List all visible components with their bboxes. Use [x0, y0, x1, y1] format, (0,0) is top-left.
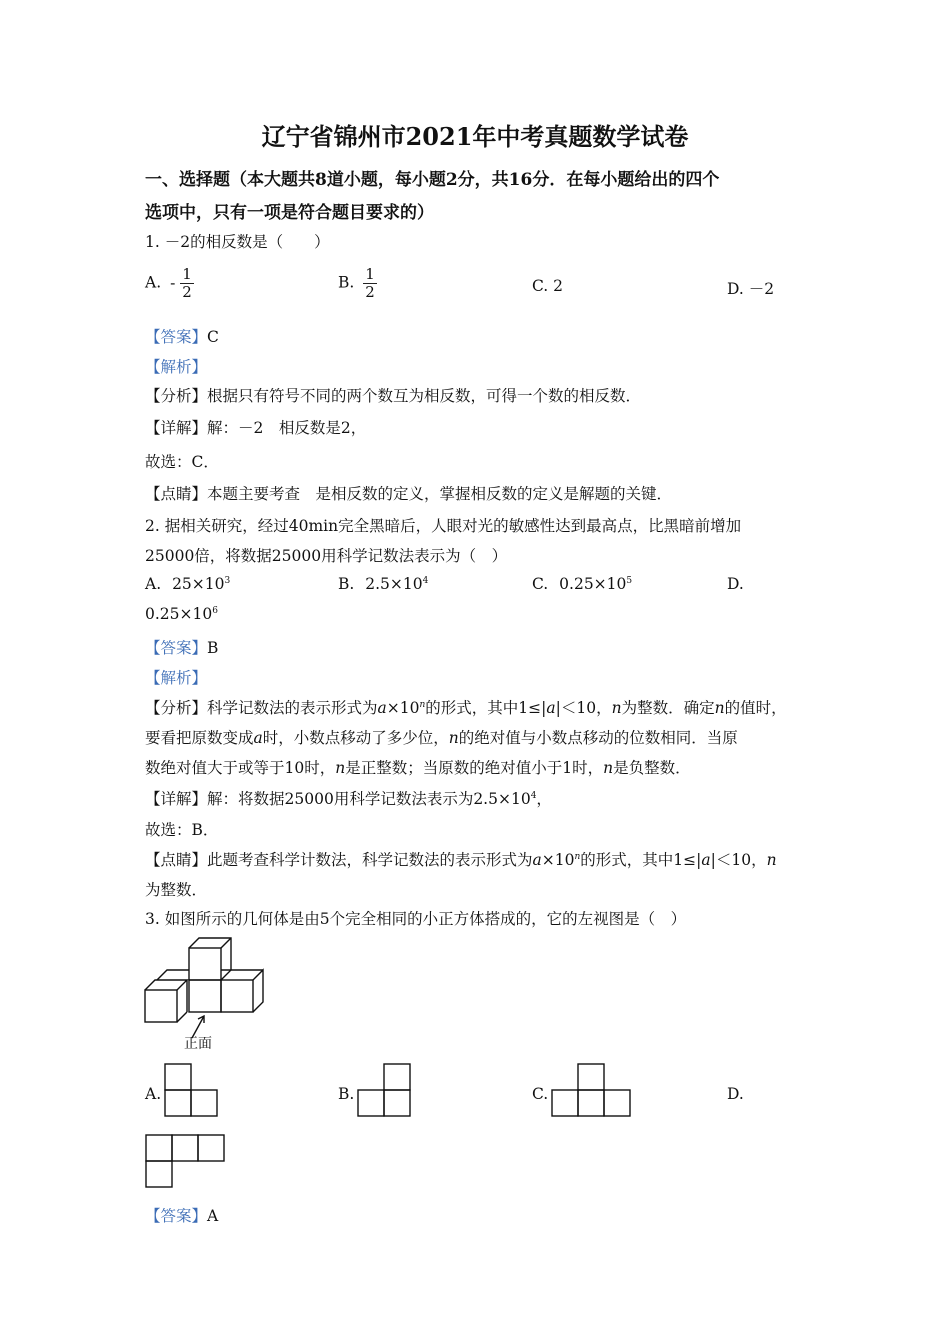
section-heading-line2: 选项中，只有一项是符合题目要求的） — [145, 203, 434, 223]
q3-option-d-figure[interactable] — [145, 1134, 227, 1189]
q1-option-a-fraction — [180, 266, 194, 301]
q2-option-b[interactable] — [338, 575, 428, 593]
q2-answer-value: B — [207, 639, 219, 657]
q1-option-a[interactable] — [145, 266, 194, 301]
q1-xiangjie-text: 解：－2 相反数是2， — [207, 419, 367, 437]
q2-stem-line2: 25000倍，将数据25000用科学记数法表示为（ ） — [145, 547, 508, 565]
q2-fenxi-text: 数绝对值大于或等于10时， — [145, 759, 336, 777]
q1-answer-tag: 【答案】 — [145, 328, 208, 346]
q1-option-a-label: A. — [145, 273, 162, 292]
q2-fenxi-var-n: n — [714, 699, 725, 717]
q2-fenxi-line2 — [145, 726, 738, 748]
q2-dianjing-text: 此题考查科学计数法，科学记数法的表示形式为 — [207, 851, 533, 869]
q2-fenxi-tag: 【分析】 — [145, 699, 208, 717]
q1-dianjing-text: 本题主要考查 是相反数的定义，掌握相反数的定义是解题的关键． — [207, 485, 673, 503]
q2-fenxi-text: |＜10， — [555, 699, 612, 717]
q1-stem: 1. －2的相反数是（ ） — [145, 233, 330, 251]
q2-fenxi-text: 要看把原数变成 — [145, 729, 254, 747]
q3-option-b-figure[interactable] — [357, 1063, 412, 1118]
q1-option-b[interactable] — [338, 266, 377, 301]
q1-answer — [145, 325, 219, 347]
q2-fenxi-var-a: a — [377, 699, 387, 717]
q2-fenxi-text: 的形式，其中1≤| — [425, 699, 547, 717]
q2-fenxi-text: 科学记数法的表示形式为 — [207, 699, 378, 717]
q3-stem: 3. 如图所示的几何体是由5个完全相同的小正方体搭成的，它的左视图是（ ） — [145, 910, 687, 928]
q2-xiangjie — [145, 787, 552, 809]
q1-answer-value: C — [207, 328, 219, 346]
q2-stem-line1: 2. 据相关研究，经过40min完全黑暗后，人眼对光的敏感性达到最高点，比黑暗前增加 — [145, 517, 742, 535]
q3-answer — [145, 1204, 218, 1226]
q2-xiangjie-exp: 4 — [530, 791, 537, 801]
q1-option-c[interactable]: C. 2 — [532, 277, 564, 295]
page-title: 辽宁省锦州市2021年中考真题数学试卷 — [261, 122, 689, 151]
q2-dianjing-text: 的形式，其中1≤| — [580, 851, 702, 869]
q3-answer-tag: 【答案】 — [145, 1207, 208, 1225]
q2-fenxi-var-a: a — [546, 699, 556, 717]
q2-dianjing-var-n: n — [766, 851, 777, 869]
q2-xiangjie-text: ， — [536, 790, 552, 808]
q1-fenxi-text: 根据只有符号不同的两个数互为相反数，可得一个数的相反数． — [207, 387, 642, 405]
q3-option-a-label[interactable]: A. — [145, 1085, 162, 1103]
q2-xiangjie-tag: 【详解】 — [145, 790, 208, 808]
q2-guxuan: 故选：B． — [145, 821, 219, 839]
q1-guxuan: 故选：C． — [145, 453, 219, 471]
q1-dianjing-tag: 【点睛】 — [145, 485, 208, 503]
q2-dianjing-exp-n: n — [574, 852, 581, 862]
q3-option-c-label[interactable]: C. — [532, 1085, 549, 1103]
q2-fenxi-var-a: a — [253, 729, 263, 747]
q3-front-label: 正面 — [184, 1036, 212, 1052]
q2-dianjing-var-a: a — [532, 851, 542, 869]
q2-option-d[interactable] — [145, 605, 218, 623]
q2-option-c[interactable] — [532, 575, 632, 593]
q1-option-a-sign: - — [170, 273, 176, 292]
q2-answer-tag: 【答案】 — [145, 639, 208, 657]
q2-option-a-label: A. — [145, 575, 162, 593]
q1-fenxi-tag: 【分析】 — [145, 387, 208, 405]
q3-option-b-label[interactable]: B. — [338, 1085, 355, 1103]
q2-dianjing-text: ×10 — [541, 851, 575, 869]
q1-fenxi — [145, 384, 641, 406]
q2-jiexi-tag: 【解析】 — [145, 669, 208, 687]
q2-option-c-base: 0.25×10 — [559, 575, 627, 593]
q2-option-c-exp: 5 — [626, 576, 633, 586]
q2-fenxi-var-n: n — [611, 699, 622, 717]
q1-xiangjie — [145, 416, 366, 438]
q2-fenxi-var-n: n — [603, 759, 614, 777]
q2-fenxi-var-n: n — [335, 759, 346, 777]
q1-dianjing — [145, 482, 672, 504]
q2-option-a-base: 25×10 — [172, 575, 225, 593]
q2-option-b-exp: 4 — [422, 576, 429, 586]
q2-option-b-label: B. — [338, 575, 355, 593]
q2-option-d-exp: 6 — [212, 606, 218, 616]
q1-option-b-label: B. — [338, 273, 355, 292]
q2-dianjing-line1 — [145, 848, 777, 870]
q2-fenxi-var-n: n — [448, 729, 459, 747]
q2-option-a-exp: 3 — [224, 576, 231, 586]
q2-option-d-base: 0.25×10 — [145, 605, 213, 623]
q1-jiexi-tag: 【解析】 — [145, 358, 208, 376]
q2-dianjing-text: |＜10， — [710, 851, 767, 869]
q2-fenxi-text: 是正整数；当原数的绝对值小于1时， — [345, 759, 604, 777]
q2-fenxi-text: 为整数．确定 — [621, 699, 715, 717]
q2-fenxi-text: 的绝对值与小数点移动的位数相同．当原 — [458, 729, 738, 747]
q2-option-b-base: 2.5×10 — [365, 575, 423, 593]
q3-answer-value: A — [207, 1207, 219, 1225]
q1-option-a-numerator: 1 — [182, 265, 192, 283]
q2-dianjing-tag: 【点睛】 — [145, 851, 208, 869]
q2-xiangjie-text: 解：将数据25000用科学记数法表示为2.5×10 — [207, 790, 531, 808]
q2-dianjing-var-a: a — [701, 851, 711, 869]
q1-option-a-denominator: 2 — [182, 283, 192, 301]
section-heading-line1: 一、选择题（本大题共8道小题，每小题2分，共16分．在每小题给出的四个 — [145, 170, 720, 190]
q2-option-d-label[interactable]: D. — [727, 575, 744, 593]
q2-fenxi-text: ×10 — [386, 699, 420, 717]
q1-option-b-denominator: 2 — [365, 283, 375, 301]
q1-option-b-numerator: 1 — [365, 265, 375, 283]
q1-xiangjie-tag: 【详解】 — [145, 419, 208, 437]
q1-option-b-fraction — [363, 266, 377, 301]
q2-dianjing-line2: 为整数． — [145, 881, 208, 899]
q3-solid-figure — [140, 932, 275, 1054]
q2-fenxi-line3 — [145, 756, 691, 778]
q3-option-c-figure[interactable] — [551, 1063, 633, 1118]
q3-option-d-label[interactable]: D. — [727, 1085, 744, 1103]
q2-option-c-label: C. — [532, 575, 549, 593]
q2-fenxi-text: 时，小数点移动了多少位， — [262, 729, 449, 747]
q1-option-d[interactable]: D. －2 — [727, 280, 775, 298]
q2-answer — [145, 636, 218, 658]
q2-fenxi-line1 — [145, 696, 787, 718]
q2-fenxi-text: 是负整数． — [613, 759, 691, 777]
q2-fenxi-text: 的值时， — [724, 699, 787, 717]
q2-fenxi-exp-n: n — [419, 700, 426, 710]
q2-option-a[interactable] — [145, 575, 230, 593]
q3-option-a-figure[interactable] — [164, 1063, 219, 1118]
